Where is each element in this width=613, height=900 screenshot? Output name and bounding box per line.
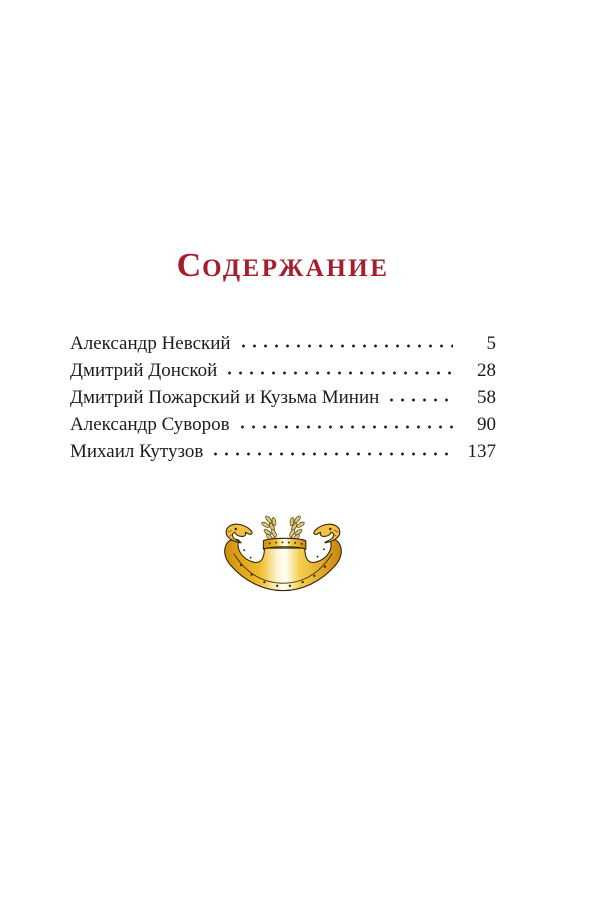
toc-entry bbox=[70, 438, 496, 465]
table-of-contents bbox=[70, 330, 496, 465]
dot-leader bbox=[210, 449, 453, 459]
toc-entry-label: Михаил Кутузов bbox=[70, 441, 204, 462]
toc-entry-label: Дмитрий Донской bbox=[70, 360, 218, 381]
page-title bbox=[70, 249, 496, 286]
toc-entry bbox=[70, 411, 496, 438]
toc-entry-label: Дмитрий Пожарский и Кузьма Минин bbox=[70, 387, 380, 408]
toc-entry-page: 137 bbox=[467, 441, 496, 462]
dot-leader bbox=[237, 422, 453, 432]
toc-entry-page: 28 bbox=[477, 360, 496, 381]
toc-entry bbox=[70, 384, 496, 411]
toc-entry bbox=[70, 357, 496, 384]
laurel-sprig-right bbox=[289, 515, 306, 542]
dot-leader bbox=[238, 341, 453, 351]
dot-leader bbox=[386, 395, 453, 405]
dot-leader bbox=[224, 368, 453, 378]
toc-entry-page: 90 bbox=[477, 414, 496, 435]
laurel-sprig-left bbox=[261, 515, 278, 542]
page-title-rest: ОДЕРЖАНИЕ bbox=[202, 255, 390, 282]
page-title-initial: С bbox=[176, 247, 203, 284]
toc-entry-label: Александр Невский bbox=[70, 333, 231, 354]
toc-entry-label: Александр Суворов bbox=[70, 414, 230, 435]
toc-entry-page: 58 bbox=[477, 387, 496, 408]
toc-entry bbox=[70, 330, 496, 357]
toc-entry-page: 5 bbox=[486, 333, 496, 354]
contents-ornament bbox=[70, 512, 496, 597]
gold-pectoral-ornament-icon bbox=[223, 512, 343, 597]
